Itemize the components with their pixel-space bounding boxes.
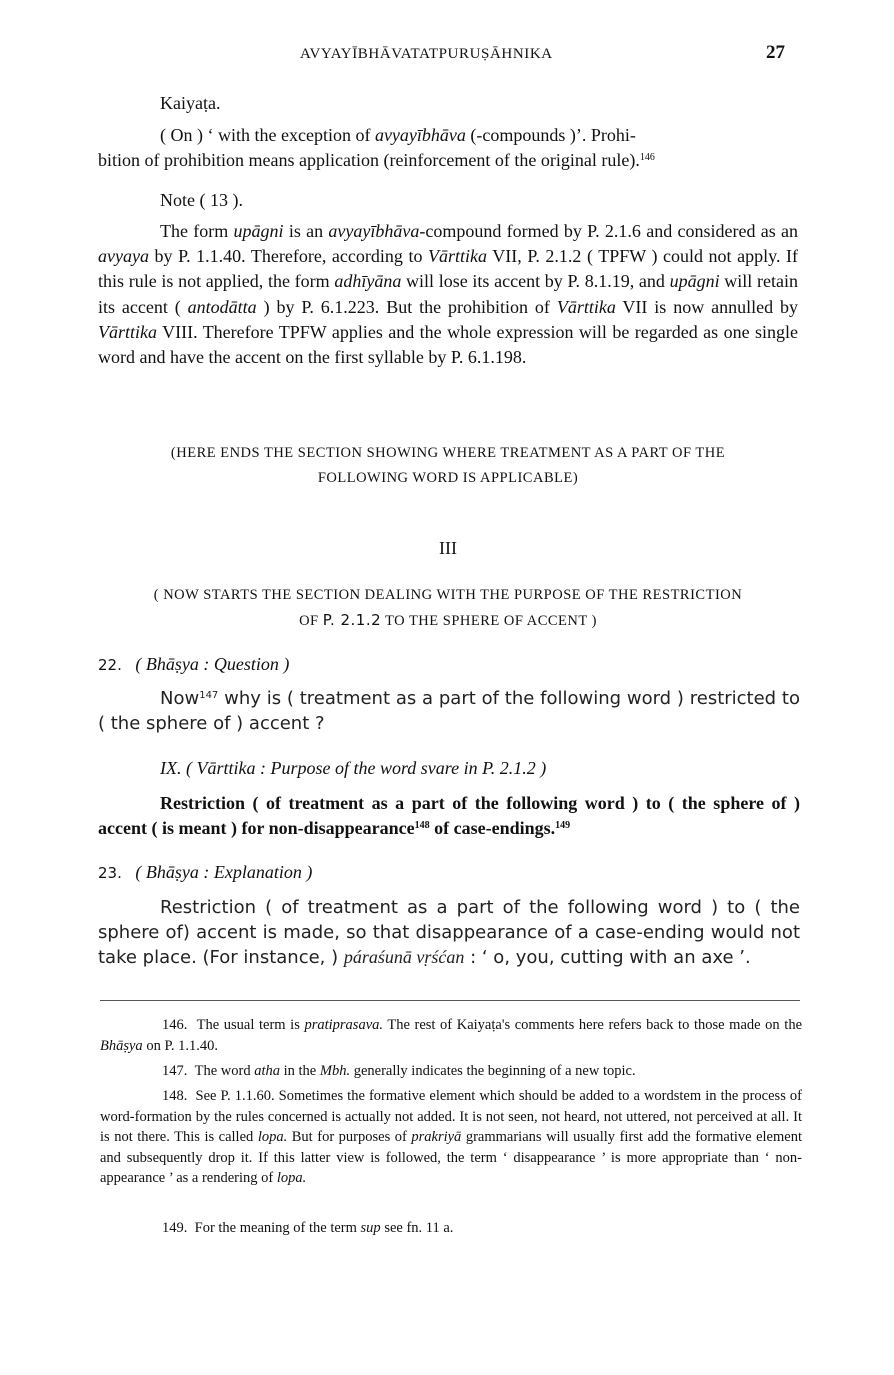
footnote-149: 149. For the meaning of the term sup see fn. 11 a. [162, 1220, 454, 1236]
varttika-9-heading: IX. ( Vārttika : Purpose of the word svare in P. 2.1.2 ) [160, 758, 547, 778]
section-23-number: 23. [98, 864, 122, 882]
varttika-9-text: Restriction ( of treatment as a part of the following word ) to ( the sphere of ) accent ( is meant ) for non-disappearance$^{148}$ of case-endings.$^{149}$ [98, 793, 800, 838]
footnote-ref-147[interactable]: 147 [199, 690, 219, 701]
page-number: 27 [766, 42, 785, 63]
para1-line1: ( On ) ‘ with the exception of avyayībhāva (-compounds )’. Prohi- [160, 125, 636, 145]
footnote-ref-149[interactable]: 149 [555, 820, 571, 831]
footnote-148: 148. See P. 1.1.60. Sometimes the formative element which should be added to a wordstem in the process of word-formation by the rules concerned is actually not added. It is not seen, not heard, not uttered, not perceived at all. It is not there. This is called lopa. But for purposes of prakriyā grammarians will usually first add the formative element and subsequently drop it. If this latter view is followed, the term ‘ disappearance ’ is more appropriate than ‘ non-appearance ’ as a rendering of lopa. [100, 1088, 802, 1186]
section-23-paragraph: Restriction ( of treatment as a part of the following word ) to ( the sphere of) accent is made, so that disappearance of a case-ending would not take place. (For instance, ) páraśunā vṛśćan : ‘ o, you, cutting with an axe ’. [98, 897, 800, 968]
kaiyata-label: Kaiyaṭa. [160, 93, 221, 113]
section-end-note: (HERE ENDS THE SECTION SHOWING WHERE TREATMENT AS A PART OF THE FOLLOWING WORD IS APPLICABLE) [170, 445, 726, 486]
section-22-label: ( Bhāṣya : Question ) [135, 654, 290, 674]
section-start-note: ( NOW STARTS THE SECTION DEALING WITH THE PURPOSE OF THE RESTRICTION OF P. 2.1.2 TO THE SPHERE OF ACCENT ) [153, 587, 743, 629]
note-paragraph: The form upāgni is an avyayībhāva-compound formed by P. 2.1.6 and considered as an avyaya by P. 1.1.40. Therefore, according to Vārttika VII, P. 2.1.2 ( TPFW ) could not apply. If this rule is not applied, the form adhīyāna will lose its accent by P. 8.1.19, and upāgni will retain its accent ( antodātta ) by P. 6.1.223. But the prohibition of Vārttika VII is now annulled by Vārttika VIII. Therefore TPFW applies and the whole expression will be regarded as one single word and have the accent on the first syllable by P. 6.1.198. [98, 221, 798, 368]
rule-reference: P. 2.1.2 [322, 611, 382, 629]
para1-line2: bition of prohibition means application (reinforcement of the original rule). [98, 150, 640, 171]
section-23-label: ( Bhāṣya : Explanation ) [135, 862, 313, 882]
section-23-heading [98, 862, 312, 883]
footnote-divider [100, 1000, 800, 1001]
footnote-ref-148[interactable]: 148 [414, 820, 430, 831]
kaiyata-paragraph [98, 123, 798, 173]
footnote-ref-146[interactable]: 146 [639, 152, 655, 164]
note-label: Note ( 13 ). [160, 190, 243, 210]
section-22-number: 22. [98, 656, 122, 674]
section-number: III [439, 538, 457, 558]
section-22-paragraph: Now$^{147}$ why is ( treatment as a part of the following word ) restricted to ( the sphere of ) accent ? [98, 688, 800, 734]
footnote-147: 147. The word atha in the Mbh. generally indicates the beginning of a new topic. [162, 1063, 636, 1079]
section-22-heading [98, 654, 289, 675]
footnote-146: 146. The usual term is pratiprasava. The rest of Kaiyaṭa's comments here refers back to those made on the Bhāṣya on P. 1.1.40. [100, 1017, 803, 1054]
running-header: AVYAYĪBHĀVATATPURUṢĀHNIKA [300, 46, 553, 62]
